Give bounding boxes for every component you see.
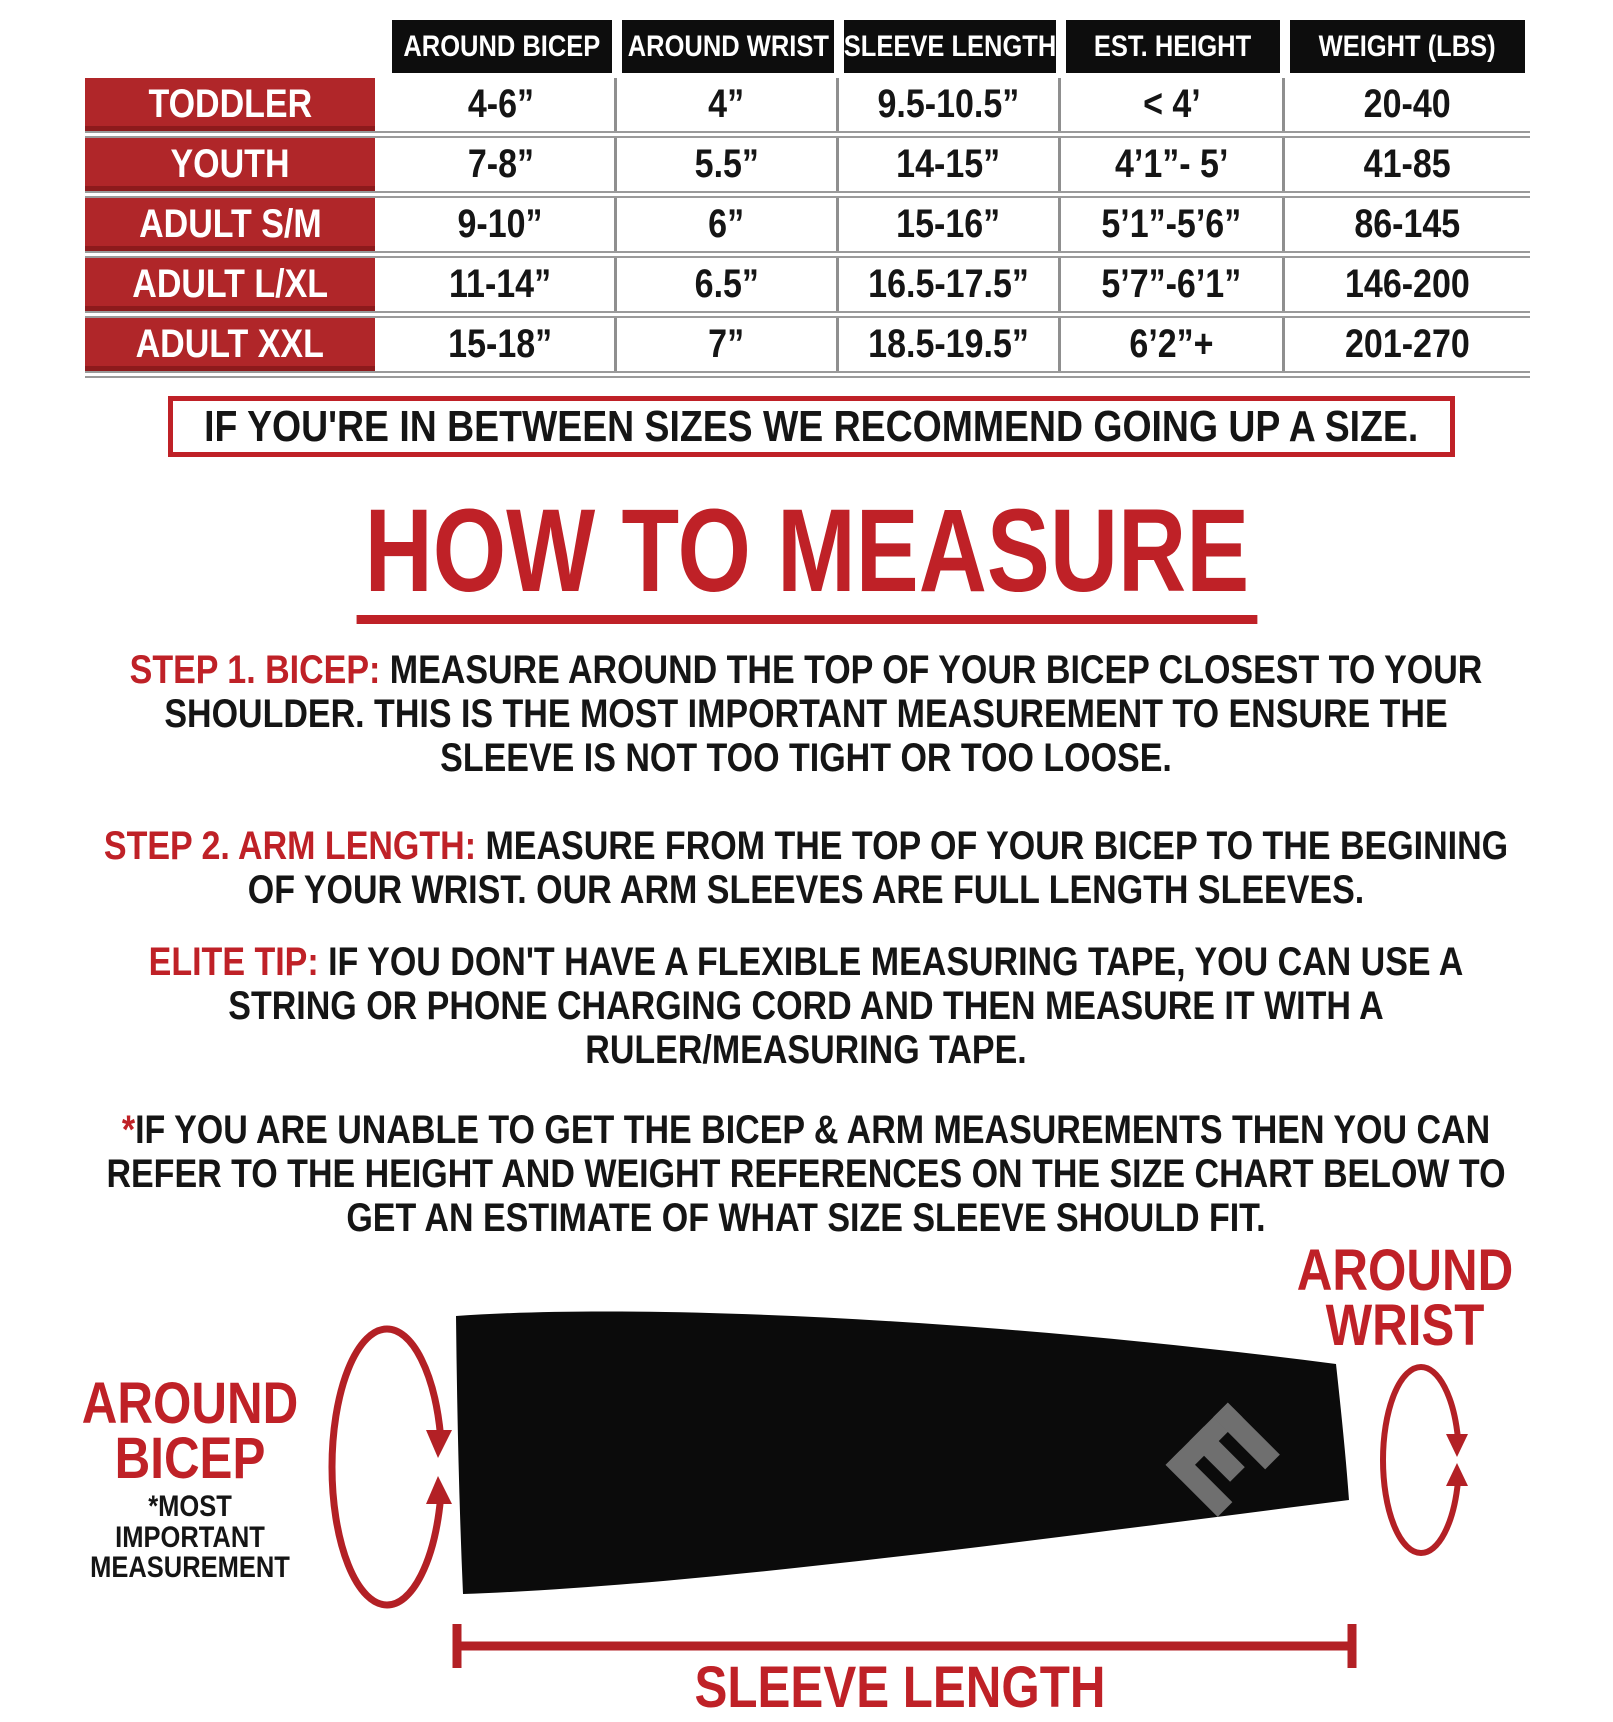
column-header-label: WEIGHT (LBS)	[1318, 29, 1497, 63]
table-cell: 146-200	[1345, 262, 1470, 306]
table-cell: 4-6”	[387, 78, 617, 131]
table-cell: 201-270	[1345, 322, 1470, 366]
table-cell: 7-8”	[387, 138, 617, 191]
table-cell: 14-15”	[839, 138, 1061, 191]
elite-tip-paragraph	[101, 940, 1512, 1072]
table-cell: 4”	[617, 78, 839, 131]
between-sizes-note-box	[168, 396, 1455, 457]
row-label-cell	[85, 258, 387, 311]
table-cell: 15-16”	[839, 198, 1061, 251]
row-separator	[85, 131, 1530, 138]
row-separator	[85, 191, 1530, 198]
footnote-text: IF YOU ARE UNABLE TO GET THE BICEP & ARM MEASUREMENTS THEN YOU CAN REFER TO THE HEIGHT AND WEIGHT REFERENCES ON THE SIZE CHART BELOW TO GET AN ESTIMATE OF WHAT SIZE SLEEVE SHOULD FIT.	[106, 1108, 1506, 1240]
row-label: TODDLER	[85, 78, 375, 131]
table-cell: 41-85	[1364, 142, 1451, 186]
elite-tip-text: IF YOU DON'T HAVE A FLEXIBLE MEASURING TAPE, YOU CAN USE A STRING OR PHONE CHARGING CORD AND THEN MEASURE IT WITH A RULER/MEASURING TAPE.	[228, 940, 1464, 1072]
table-cell: 7”	[617, 318, 839, 371]
table-cell: < 4’	[1061, 78, 1285, 131]
step-1-bicep-paragraph	[101, 648, 1512, 780]
column-header-est-height	[1061, 20, 1285, 73]
bicep-arrow-up-icon	[426, 1476, 452, 1504]
between-sizes-note-text: IF YOU'RE IN BETWEEN SIZES WE RECOMMEND GOING UP A SIZE.	[204, 401, 1419, 451]
wrist-arrow-down-icon	[1446, 1434, 1468, 1457]
step-1-label: STEP 1. BICEP:	[129, 648, 381, 692]
around-bicep-label: AROUND BICEP	[81, 1371, 299, 1492]
table-row-adult-sm	[85, 198, 1530, 251]
wrist-measure-ellipse	[1383, 1367, 1459, 1553]
column-header-label: SLEEVE LENGTH	[843, 29, 1057, 63]
row-label: ADULT XXL	[85, 318, 375, 371]
table-cell: 9.5-10.5”	[839, 78, 1061, 131]
table-cell: 6”	[617, 198, 839, 251]
table-cell: 6.5”	[617, 258, 839, 311]
row-label: ADULT S/M	[85, 198, 375, 251]
column-header-label: AROUND WRIST	[627, 29, 829, 63]
column-header-label: AROUND BICEP	[403, 29, 601, 63]
row-label-cell	[85, 318, 387, 371]
table-cell: 5’7”-6’1”	[1061, 258, 1285, 311]
column-header-around-wrist	[617, 20, 839, 73]
column-header-weight	[1285, 20, 1530, 73]
table-cell: 18.5-19.5”	[839, 318, 1061, 371]
step-1-text: MEASURE AROUND THE TOP OF YOUR BICEP CLOSEST TO YOUR SHOULDER. THIS IS THE MOST IMPORTANT MEASUREMENT TO ENSURE THE SLEEVE IS NOT TOO TIGHT OR TOO LOOSE.	[164, 648, 1483, 780]
how-to-measure-heading	[0, 485, 1613, 624]
corner-cell	[85, 20, 387, 73]
table-cell: 86-145	[1354, 202, 1461, 246]
bicep-measure-ellipse	[332, 1329, 442, 1605]
how-to-measure-title: HOW TO MEASURE	[356, 490, 1257, 624]
row-separator	[85, 251, 1530, 258]
table-cell: 11-14”	[387, 258, 617, 311]
sleeve-length-label: SLEEVE LENGTH	[694, 1655, 1106, 1720]
footnote-asterisk: *	[121, 1108, 136, 1152]
table-cell: 6’2”+	[1061, 318, 1285, 371]
table-cell: 4’1”- 5’	[1061, 138, 1285, 191]
row-label: ADULT L/XL	[85, 258, 375, 311]
header-row	[85, 20, 1530, 73]
size-chart-table	[85, 20, 1530, 378]
table-row-adult-xxl	[85, 318, 1530, 371]
row-label-cell	[85, 198, 387, 251]
step-2-arm-length-paragraph	[101, 824, 1512, 912]
most-important-measurement-note: *MOST IMPORTANT MEASUREMENT	[90, 1490, 290, 1585]
wrist-arrow-up-icon	[1446, 1463, 1468, 1486]
elite-tip-label: ELITE TIP:	[148, 940, 319, 984]
column-header-around-bicep	[387, 20, 617, 73]
table-row-toddler	[85, 78, 1530, 131]
step-2-text: MEASURE FROM THE TOP OF YOUR BICEP TO THE BEGINING OF YOUR WRIST. OUR ARM SLEEVES ARE FULL LENGTH SLEEVES.	[247, 824, 1509, 912]
table-bottom-border	[85, 371, 1530, 378]
row-label-cell	[85, 78, 387, 131]
row-label: YOUTH	[85, 138, 375, 191]
column-header-label: EST. HEIGHT	[1094, 29, 1252, 63]
step-2-label: STEP 2. ARM LENGTH:	[103, 824, 477, 868]
table-cell: 5’1”-5’6”	[1061, 198, 1285, 251]
table-cell: 20-40	[1364, 82, 1451, 126]
row-separator	[85, 311, 1530, 318]
row-label-cell	[85, 138, 387, 191]
table-row-youth	[85, 138, 1530, 191]
bicep-arrow-down-icon	[426, 1430, 452, 1458]
table-row-adult-lxl	[85, 258, 1530, 311]
table-cell: 9-10”	[387, 198, 617, 251]
around-wrist-label: AROUND WRIST	[1296, 1238, 1514, 1359]
table-cell: 5.5”	[617, 138, 839, 191]
table-cell: 15-18”	[387, 318, 617, 371]
column-header-sleeve-length	[839, 20, 1061, 73]
table-cell: 16.5-17.5”	[839, 258, 1061, 311]
